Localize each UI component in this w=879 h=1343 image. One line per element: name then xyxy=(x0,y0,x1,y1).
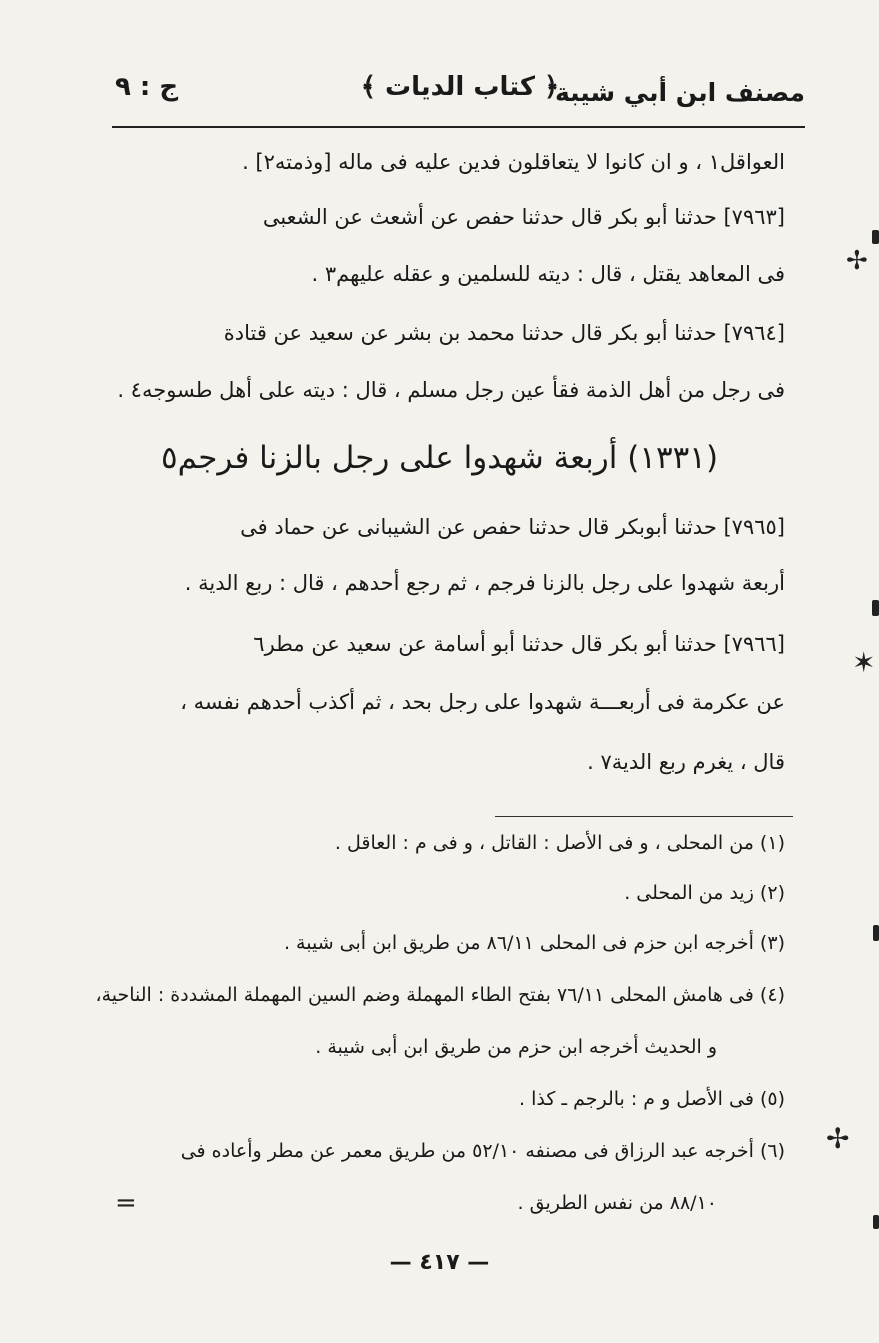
margin-mark xyxy=(872,600,879,616)
text-line: العواقل١ ، و ان كانوا لا يتعاقلون فدين عليه فى ماله [وذمته٢] . xyxy=(242,150,785,174)
text-line: عن عكرمة فى أربعـــة شهدوا على رجل بحد ، ثم أكذب أحدهم نفسه ، xyxy=(180,690,785,714)
footnote-6-continued: ٨٨/١٠ من نفس الطريق . xyxy=(517,1192,717,1214)
footnote-4-continued: و الحديث أخرجه ابن حزم من طريق ابن أبى شيبة . xyxy=(315,1036,717,1058)
margin-cross-icon: ✢ xyxy=(846,246,868,276)
volume-number: ج : ٩ xyxy=(115,72,179,102)
margin-cross-icon: ✢ xyxy=(826,1122,850,1155)
margin-cross-icon: ✶ xyxy=(852,646,876,679)
hadith-7963: [٧٩٦٣] حدثنا أبو بكر قال حدثنا حفص عن أشعث عن الشعبى xyxy=(262,205,785,229)
footnote-5: (٥) فى الأصل و م : بالرجم ـ كذا . xyxy=(519,1088,785,1110)
section-heading: (١٣٣١) أربعة شهدوا على رجل بالزنا فرجم٥ xyxy=(160,440,719,476)
hadith-7965: [٧٩٦٥] حدثنا أبوبكر قال حدثنا حفص عن الشيبانى عن حماد فى xyxy=(240,515,785,539)
chapter-title: ﴿ كتاب الديات ﴾ xyxy=(360,72,560,102)
header-rule xyxy=(112,126,805,128)
footnote-4: (٤) فى هامش المحلى ٧٦/١١ بفتح الطاء المهملة وضم السين المهملة المشددة : الناحية، xyxy=(95,984,785,1006)
footnote-2: (٢) زيد من المحلى . xyxy=(624,882,785,904)
hadith-7966: [٧٩٦٦] حدثنا أبو بكر قال حدثنا أبو أسامة عن سعيد عن مطر٦ xyxy=(253,632,785,656)
text-line: قال ، يغرم ربع الدية٧ . xyxy=(587,750,785,774)
footnote-3: (٣) أخرجه ابن حزم فى المحلى ٨٦/١١ من طريق ابن أبى شيبة . xyxy=(283,932,785,954)
margin-mark xyxy=(872,230,879,244)
margin-mark xyxy=(873,1215,879,1229)
footnote-1: (١) من المحلى ، و فى الأصل : القاتل ، و فى م : العاقل . xyxy=(334,832,785,854)
footnote-rule xyxy=(495,816,793,817)
footnote-6: (٦) أخرجه عبد الرزاق فى مصنفه ٥٢/١٠ من طريق معمر عن مطر وأعاده فى xyxy=(180,1140,785,1162)
running-header xyxy=(115,72,805,122)
text-line: فى المعاهد يقتل ، قال : ديته للسلمين و عقله عليهم٣ . xyxy=(311,262,785,286)
text-line: أربعة شهدوا على رجل بالزنا فرجم ، ثم رجع أحدهم ، قال : ربع الدية . xyxy=(184,571,785,595)
page-number: — ٤١٧ — xyxy=(389,1250,490,1275)
text-line: فى رجل من أهل الذمة فقأ عين رجل مسلم ، قال : ديته على أهل طسوجه٤ . xyxy=(117,378,785,402)
hadith-7964: [٧٩٦٤] حدثنا أبو بكر قال حدثنا محمد بن بشر عن سعيد عن قتادة xyxy=(223,321,785,345)
book-title: مصنف ابن أبي شيبة xyxy=(554,78,805,107)
continuation-mark: = xyxy=(115,1188,137,1218)
margin-mark xyxy=(873,925,879,941)
